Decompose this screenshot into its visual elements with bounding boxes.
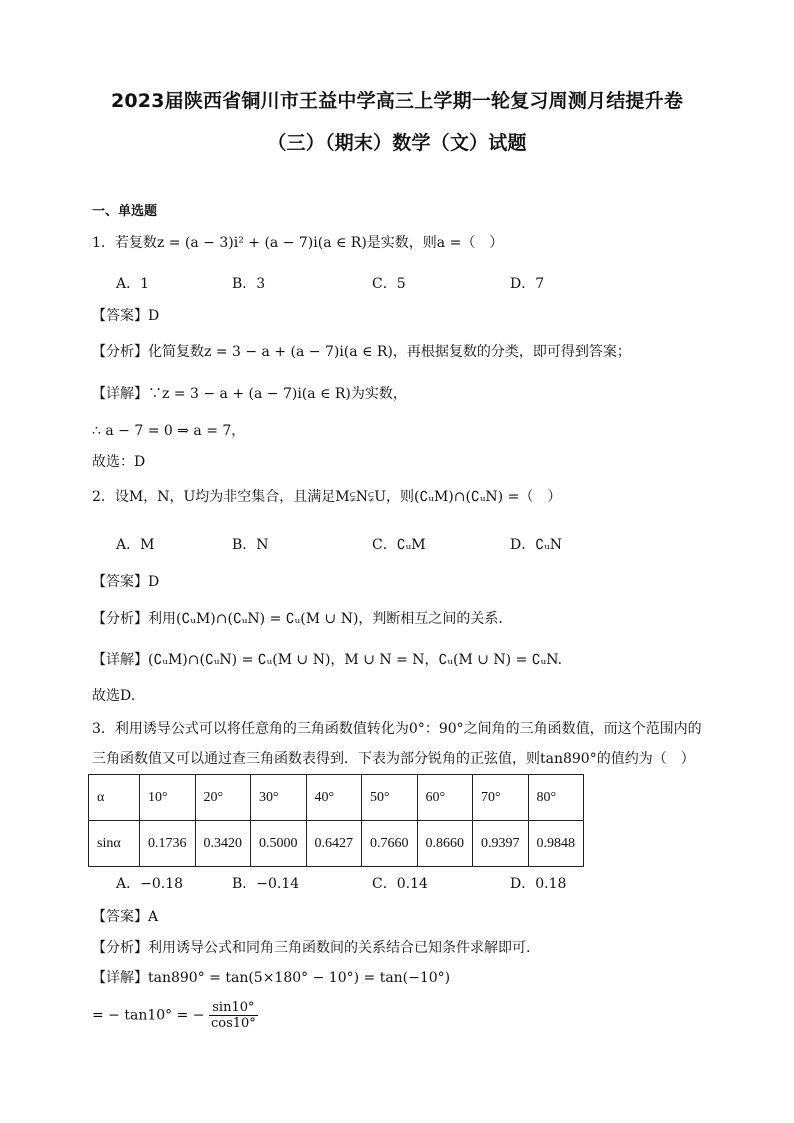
table-cell: 80°	[528, 775, 584, 821]
table-cell: 60°	[417, 775, 473, 821]
q1-analysis: 【分析】化简复数z = 3 − a + (a − 7)i(a ∈ R)，再根据复数的分类，即可得到答案；	[92, 344, 631, 360]
fraction-denominator: cos10°	[210, 1016, 256, 1031]
table-row	[89, 775, 584, 821]
table-cell: 0.1736	[140, 821, 196, 867]
table-cell: 0.3420	[195, 821, 251, 867]
table-cell: 0.8660	[417, 821, 473, 867]
q3-option-c: C．0.14	[372, 876, 428, 892]
table-cell: 0.9397	[473, 821, 529, 867]
q3-detail: 【详解】tan890° = tan(5×180° − 10°) = tan(−10°)	[92, 970, 451, 986]
q2-option-c: C．∁ᵤM	[372, 537, 426, 553]
q1-option-b: B．3	[232, 276, 266, 292]
table-cell: 0.9848	[528, 821, 584, 867]
q2-option-a: A．M	[116, 537, 155, 553]
table-cell: sinα	[89, 821, 140, 867]
q2-answer: 【答案】D	[92, 574, 160, 590]
q1-detail: 【详解】∵z = 3 − a + (a − 7)i(a ∈ R)为实数，	[92, 386, 407, 402]
q1-answer: 【答案】D	[92, 308, 160, 324]
q2-stem: 2．设M，N，U均为非空集合，且满足M⫋N⫋U，则(∁ᵤM)∩(∁ᵤN) =（ ）	[92, 489, 562, 505]
fraction-numerator: sin10°	[209, 1000, 258, 1016]
q3-detail-2-prefix: = − tan10° = −	[92, 1007, 205, 1024]
q3-option-b: B．−0.14	[232, 876, 300, 892]
doc-title-line1: 2023届陕西省铜川市王益中学高三上学期一轮复习周测月结提升卷	[110, 90, 684, 112]
table-cell: 10°	[140, 775, 196, 821]
table-cell: 40°	[306, 775, 362, 821]
q2-option-d: D．∁ᵤN	[510, 537, 562, 553]
table-cell: 0.5000	[251, 821, 307, 867]
q1-option-c: C．5	[372, 276, 406, 292]
table-cell: 50°	[362, 775, 418, 821]
q3-analysis: 【分析】利用诱导公式和同角三角函数间的关系结合已知条件求解即可.	[92, 940, 531, 956]
table-cell: 0.6427	[306, 821, 362, 867]
q2-option-b: B．N	[232, 537, 269, 553]
q1-option-d: D．7	[510, 276, 545, 292]
q1-detail-2: ∴ a − 7 = 0 ⇒ a = 7，	[92, 423, 246, 439]
q3-option-a: A．−0.18	[116, 876, 184, 892]
q3-detail-2	[92, 1000, 258, 1031]
q1-option-a: A．1	[116, 276, 150, 292]
table-cell: α	[89, 775, 140, 821]
q3-stem-line2: 三角函数值又可以通过查三角函数表得到．下表为部分锐角的正弦值，则tan890°的值约为（ ）	[92, 751, 695, 767]
q1-choose: 故选：D	[92, 454, 146, 470]
section-heading: 一、单选题	[92, 204, 158, 219]
doc-title-line2: （三）（期末）数学（文）试题	[267, 132, 527, 154]
table-cell: 20°	[195, 775, 251, 821]
q3-option-d: D．0.18	[510, 876, 567, 892]
q3-answer: 【答案】A	[92, 909, 159, 925]
table-cell: 0.7660	[362, 821, 418, 867]
q2-analysis: 【分析】利用(∁ᵤM)∩(∁ᵤN) = ∁ᵤ(M ∪ N)，判断相互之间的关系.	[92, 611, 503, 627]
q1-stem: 1．若复数z = (a − 3)i² + (a − 7)i(a ∈ R)是实数，则a =（ ）	[92, 235, 504, 251]
table-row	[89, 821, 584, 867]
sine-table	[88, 774, 584, 867]
fraction	[209, 1000, 258, 1031]
q2-detail: 【详解】(∁ᵤM)∩(∁ᵤN) = ∁ᵤ(M ∪ N)，M ∪ N = N，∁ᵤ(M ∪ N) = ∁ᵤN.	[92, 652, 563, 668]
q2-choose: 故选D.	[92, 688, 136, 704]
table-cell: 70°	[473, 775, 529, 821]
table-cell: 30°	[251, 775, 307, 821]
q3-stem-line1: 3．利用诱导公式可以将任意角的三角函数值转化为0°：90°之间角的三角函数值，而这个范围内的	[92, 721, 702, 737]
